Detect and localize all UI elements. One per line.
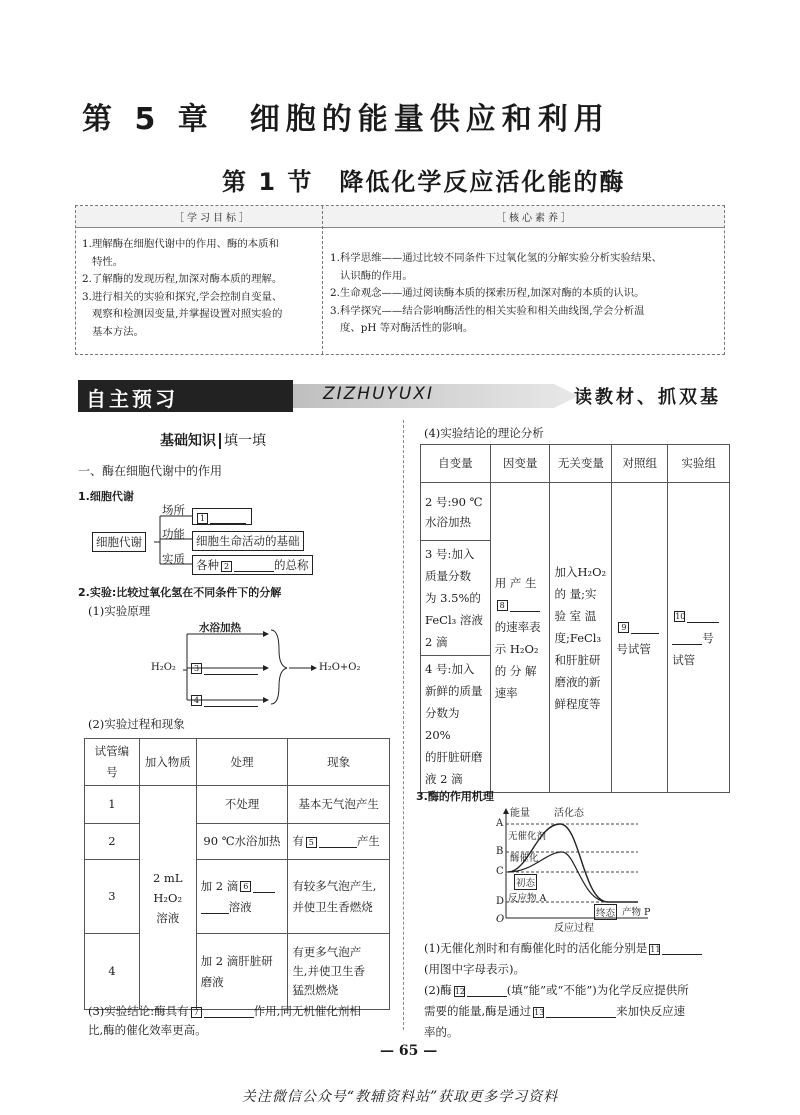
x-axis-label: 反应过程 — [554, 923, 594, 934]
list-item: 2.了解酶的发现历程,加深对酶本质的理解。 — [82, 273, 283, 286]
tube-id: 3 — [85, 860, 140, 934]
enzyme-catalysis-label: 酶催化 — [510, 853, 539, 864]
banner-title: 自主预习 — [78, 380, 293, 412]
blank-number: 3 — [191, 663, 202, 674]
blank-number: 7 — [191, 1007, 202, 1018]
subsection-1-1: 1.细胞代谢 — [78, 490, 134, 503]
y-axis-arrow — [503, 808, 509, 814]
principle-blank-3 — [189, 658, 258, 677]
metab-value-3: 各种 2 的总称 — [192, 555, 313, 575]
question-1-line-1: (1)无催化剂时和有酶催化时的活化能分别是 11 — [424, 940, 702, 956]
energy-diagram — [488, 806, 668, 932]
process-label: (2)实验过程和现象 — [88, 717, 185, 731]
table-header: 试管编号 — [85, 739, 140, 786]
experiment-table — [84, 738, 390, 1010]
question-2-line-1: (2)酶 12 (填“能”或“不能”)为化学反应提供所 — [424, 983, 689, 997]
product-label: H₂O+O₂ — [319, 662, 361, 673]
list-item: 1.理解酶在细胞代谢中的作用、酶的本质和 — [82, 238, 279, 250]
fill-blank[interactable] — [467, 985, 507, 997]
blank-number: 9 — [618, 622, 629, 633]
level-a-label: A — [496, 818, 504, 829]
objectives-header — [76, 206, 724, 228]
blank-number: 10 — [675, 612, 686, 621]
objectives-box — [75, 205, 725, 355]
analysis-table — [420, 444, 730, 793]
h2o2-label: H₂O₂ — [151, 662, 176, 673]
fill-blank[interactable] — [631, 622, 659, 634]
fill-blank[interactable] — [201, 902, 229, 914]
subsection-2: 2.实验:比较过氧化氢在不同条件下的分解 — [78, 586, 282, 599]
fill-blank[interactable] — [204, 695, 258, 707]
table-header: 加入物质 — [139, 739, 196, 786]
list-item: 基本方法。 — [92, 325, 144, 338]
phenomenon-cell: 有更多气泡产 生,并使卫生香 猛烈燃烧 — [288, 934, 390, 1010]
fill-blank[interactable] — [662, 943, 702, 955]
table-header: 因变量 — [490, 445, 550, 483]
fill-blank[interactable] — [234, 560, 274, 572]
column-divider — [403, 420, 404, 1030]
list-item: 2.生命观念——通过阅读酶本质的探索历程,加深对酶的本质的认识。 — [330, 287, 645, 300]
objectives-right-header: ［核心素养］ — [496, 213, 574, 224]
control-cell: 9 号试管 — [612, 483, 668, 793]
objectives-left-list — [82, 236, 318, 342]
fill-blank[interactable] — [510, 600, 540, 612]
table-header: 现象 — [288, 739, 390, 786]
iv-cell: 2 号:90 ℃ 水浴加热 — [421, 483, 491, 541]
fill-blank[interactable] — [672, 633, 702, 645]
basic-knowledge-heading — [160, 430, 266, 450]
heading-main: 基础知识 — [160, 433, 216, 449]
treatment-cell: 90 ℃水浴加热 — [196, 824, 288, 860]
blank-number: 5 — [306, 837, 317, 848]
iv-cell: 4 号:加入 新鲜的质量 分数为 20% 的肝脏研磨 液 2 滴 — [421, 656, 491, 793]
tube-id: 1 — [85, 786, 140, 824]
principle-label: (1)实验原理 — [88, 604, 151, 618]
section-title: 第 1 节 降低化学反应活化能的酶 — [222, 168, 626, 196]
fill-blank[interactable] — [210, 512, 246, 524]
product-p-label: 产物 P — [622, 907, 651, 918]
fill-blank[interactable] — [204, 1006, 254, 1018]
substance-cell: 2 mL H₂O₂ 溶液 — [139, 786, 196, 1010]
phenomenon-cell: 有较多气泡产生, 并使卫生香燃烧 — [288, 860, 390, 934]
objectives-right-list — [330, 250, 722, 338]
fill-blank[interactable] — [204, 663, 258, 675]
treatment-cell: 加 2 滴 6 溶液 — [196, 860, 288, 934]
reactant-label: 反应物 A — [508, 893, 547, 904]
list-item: 特性。 — [92, 255, 124, 268]
blank-number: 2 — [221, 561, 232, 572]
metab-value-1 — [192, 508, 252, 525]
active-state-label: 活化态 — [554, 808, 584, 819]
heading-tag: 填一填 — [219, 433, 266, 449]
tube-id: 2 — [85, 824, 140, 860]
tube-id: 4 — [85, 934, 140, 1010]
question-1-line-2: (用图中字母表示)。 — [424, 962, 525, 976]
treatment-cell: 加 2 滴肝脏研 磨液 — [196, 934, 288, 1010]
metab-root: 细胞代谢 — [92, 532, 146, 552]
no-catalyst-label: 无催化剂 — [508, 831, 547, 842]
fill-blank[interactable] — [687, 611, 719, 623]
metab-branch-3: 实质 — [162, 552, 185, 566]
question-2-line-2: 需要的能量,酶是通过 13 来加快反应速 — [424, 1004, 686, 1018]
metabolism-diagram — [92, 502, 352, 582]
section-banner — [78, 380, 723, 412]
table-header: 自变量 — [421, 445, 491, 483]
list-item: 3.进行相关的实验和探究,学会控制自变量、 — [82, 290, 283, 303]
conclusion-line-2: 比,酶的催化效率更高。 — [88, 1023, 207, 1037]
blank-number: 8 — [497, 600, 508, 611]
objectives-left-header: ［学习目标］ — [174, 213, 252, 224]
fill-blank[interactable] — [546, 1006, 616, 1018]
subsection-3: 3.酶的作用机理 — [416, 790, 494, 803]
final-state-label: 终态 — [594, 904, 617, 920]
phenomenon-cell: 基本无气泡产生 — [288, 786, 390, 824]
list-item: 观察和检测因变量,并掌握设置对照实验的 — [92, 308, 283, 321]
conclusion-line-1: (3)实验结论:酶具有 7 作用,同无机催化剂相 — [88, 1004, 361, 1018]
list-item: 3.科学探究——结合影响酶活性的相关实验和相关曲线图,学会分析温 — [330, 304, 645, 317]
water-bath-label: 水浴加热 — [199, 622, 241, 634]
page-number: — 65 — — [380, 1043, 438, 1059]
banner-right-text: 读教材、抓双基 — [574, 387, 721, 408]
list-item: 1.科学思维——通过比较不同条件下过氧化氢的分解实验分析实验结果、 — [330, 252, 663, 264]
phenomenon-cell: 有 5 产生 — [288, 824, 390, 860]
table-header: 无关变量 — [550, 445, 612, 483]
theory-analysis-label: (4)实验结论的理论分析 — [424, 426, 544, 440]
blank-number: 4 — [191, 695, 202, 706]
experiment-cell: 10 号 试管 — [668, 483, 730, 793]
footer-note: 关注微信公众号“教辅资料站”获取更多学习资料 — [241, 1089, 559, 1105]
blank-number: 12 — [454, 986, 465, 996]
iv-cell: 3 号:加入 质量分数 为 3.5%的 FeCl₃ 溶液 2 滴 — [421, 541, 491, 656]
treatment-cell: 不处理 — [196, 786, 288, 824]
objectives-divider — [322, 206, 323, 354]
subsection-1: 一、酶在细胞代谢中的作用 — [78, 464, 223, 478]
blank-number: 13 — [534, 1007, 545, 1017]
origin-label: O — [496, 914, 505, 925]
blank-number: 1 — [197, 513, 208, 524]
energy-label: 能量 — [510, 808, 530, 819]
dv-cell: 用 产 生 8 的速率表 示 H₂O₂ 的 分 解 速率 — [490, 483, 550, 793]
table-header: 实验组 — [668, 445, 730, 483]
initial-state-label: 初态 — [514, 874, 537, 890]
chapter-title: 第 5 章 细胞的能量供应和利用 — [82, 102, 610, 137]
table-header: 处理 — [196, 739, 288, 786]
level-d-label: D — [496, 896, 505, 907]
banner-english: ZIZHUYUXI — [323, 384, 435, 404]
blank-number: 6 — [240, 881, 251, 892]
metab-value-2: 细胞生命活动的基础 — [192, 531, 304, 551]
cv-cell: 加入H₂O₂ 的 量;实 验 室 温 度;FeCl₃ 和肝脏研 磨液的新 鲜程度等 — [550, 483, 612, 793]
fill-blank[interactable] — [319, 836, 357, 848]
level-b-label: B — [496, 846, 504, 857]
list-item: 认识酶的作用。 — [340, 269, 413, 282]
table-header: 对照组 — [612, 445, 668, 483]
level-c-label: C — [496, 866, 504, 877]
metab-branch-2: 功能 — [162, 527, 185, 541]
metab-branch-1: 场所 — [162, 503, 185, 517]
principle-blank-4 — [189, 690, 258, 709]
fill-blank[interactable] — [253, 881, 275, 893]
question-2-line-3: 率的。 — [424, 1025, 459, 1039]
principle-diagram — [145, 622, 375, 710]
blank-number: 11 — [650, 944, 661, 954]
list-item: 度、pH 等对酶活性的影响。 — [340, 322, 474, 335]
